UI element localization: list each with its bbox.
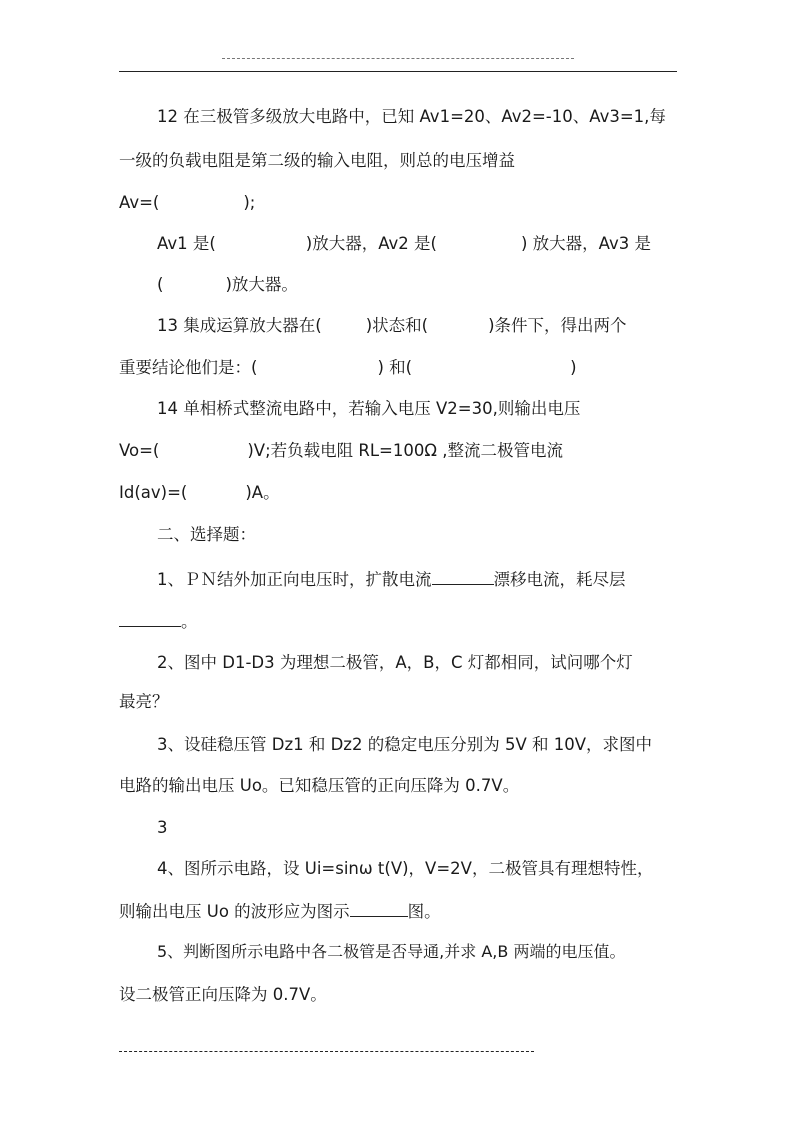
c5-text-1: 5、判断图所示电路中各二极管是否导通,并求 A,B 两端的电压值。	[157, 942, 626, 961]
q13-part-a: 13 集成运算放大器在(	[157, 316, 322, 335]
c3-text-2: 电路的输出电压 Uo。已知稳压管的正向压降为 0.7V。	[119, 776, 520, 795]
answer-underline	[432, 568, 494, 585]
q14-id-close: )A。	[245, 483, 280, 502]
c4-text-1: 4、图所示电路，设 Ui=sinω t(V)，V=2V，二极管具有理想特性，	[157, 859, 654, 878]
q12-line-5	[157, 274, 298, 296]
header-dashed-line	[222, 58, 574, 59]
c3-text-1: 3、设硅稳压管 Dz1 和 Dz2 的稳定电压分别为 5V 和 10V，求图中	[157, 735, 653, 754]
c1-text-b: 漂移电流，耗尽层	[493, 570, 626, 589]
c4-text-2a: 则输出电压 Uo 的波形应为图示	[119, 902, 350, 921]
q12-text-1: 12 在三极管多级放大电路中，已知 Av1=20、Av2=-10、Av3=1,每	[157, 107, 666, 126]
c2-line-1	[157, 652, 633, 674]
q13-line-1	[157, 315, 627, 337]
c2-text-2: 最亮？	[119, 692, 169, 711]
q14-rl: )V;若负载电阻 RL=100Ω ,整流二极管电流	[247, 441, 563, 460]
q13-and: ) 和(	[377, 358, 413, 377]
c2-text-1: 2、图中 D1-D3 为理想二极管，A，B，C 灯都相同，试问哪个灯	[157, 653, 633, 672]
q12-line-4	[157, 233, 651, 255]
q13-part-c: )条件下，得出两个	[488, 316, 627, 335]
q13-part-b: )状态和(	[365, 316, 429, 335]
header-rule	[119, 71, 677, 72]
q13-close: )	[570, 358, 577, 377]
q12-av3-open: (	[157, 275, 164, 294]
q14-text-1: 14 单相桥式整流电路中，若输入电压 V2=30,则输出电压	[157, 399, 581, 418]
page-marker	[157, 817, 168, 839]
q14-id: Id(av)=(	[119, 483, 188, 502]
q13-conclusions: 重要结论他们是：(	[119, 358, 258, 377]
q12-av2: )放大器，Av2 是(	[305, 234, 437, 253]
c5-text-2: 设二极管正向压降为 0.7V。	[119, 985, 327, 1004]
page-marker-text: 3	[157, 818, 168, 837]
section-title	[157, 524, 256, 546]
q12-av-open: Av=(	[119, 193, 160, 212]
c3-line-1	[157, 734, 652, 756]
q14-line-1	[157, 398, 580, 420]
c1-line-1	[157, 568, 626, 591]
c5-line-2	[119, 984, 327, 1006]
q14-line-2	[119, 440, 563, 462]
q12-line-1	[157, 106, 666, 128]
c1-period: 。	[181, 612, 198, 631]
q13-line-2	[119, 357, 577, 379]
c3-line-2	[119, 775, 519, 797]
q12-av3: ) 放大器，Av3 是	[520, 234, 651, 253]
c4-text-2b: 图。	[407, 902, 441, 921]
c4-line-2	[119, 900, 441, 923]
c1-text-a: 1、ＰＮ结外加正向电压时，扩散电流	[157, 570, 432, 589]
c4-line-1	[157, 858, 653, 880]
answer-underline	[350, 900, 408, 917]
answer-underline	[119, 610, 181, 627]
q12-av-close: );	[243, 193, 256, 212]
c5-line-1	[157, 941, 625, 963]
q12-av1: Av1 是(	[157, 234, 216, 253]
q12-line-3	[119, 192, 255, 214]
c2-line-2	[119, 691, 169, 713]
c1-line-2	[119, 610, 198, 633]
q14-vo: Vo=(	[119, 441, 160, 460]
footer-dashed-rule	[119, 1051, 534, 1052]
q12-av3-close: )放大器。	[225, 275, 298, 294]
q12-line-2	[119, 150, 515, 172]
q14-line-3	[119, 482, 280, 504]
section-title-text: 二、选择题：	[157, 525, 256, 544]
q12-text-2: 一级的负载电阻是第二级的输入电阻，则总的电压增益	[119, 151, 515, 170]
